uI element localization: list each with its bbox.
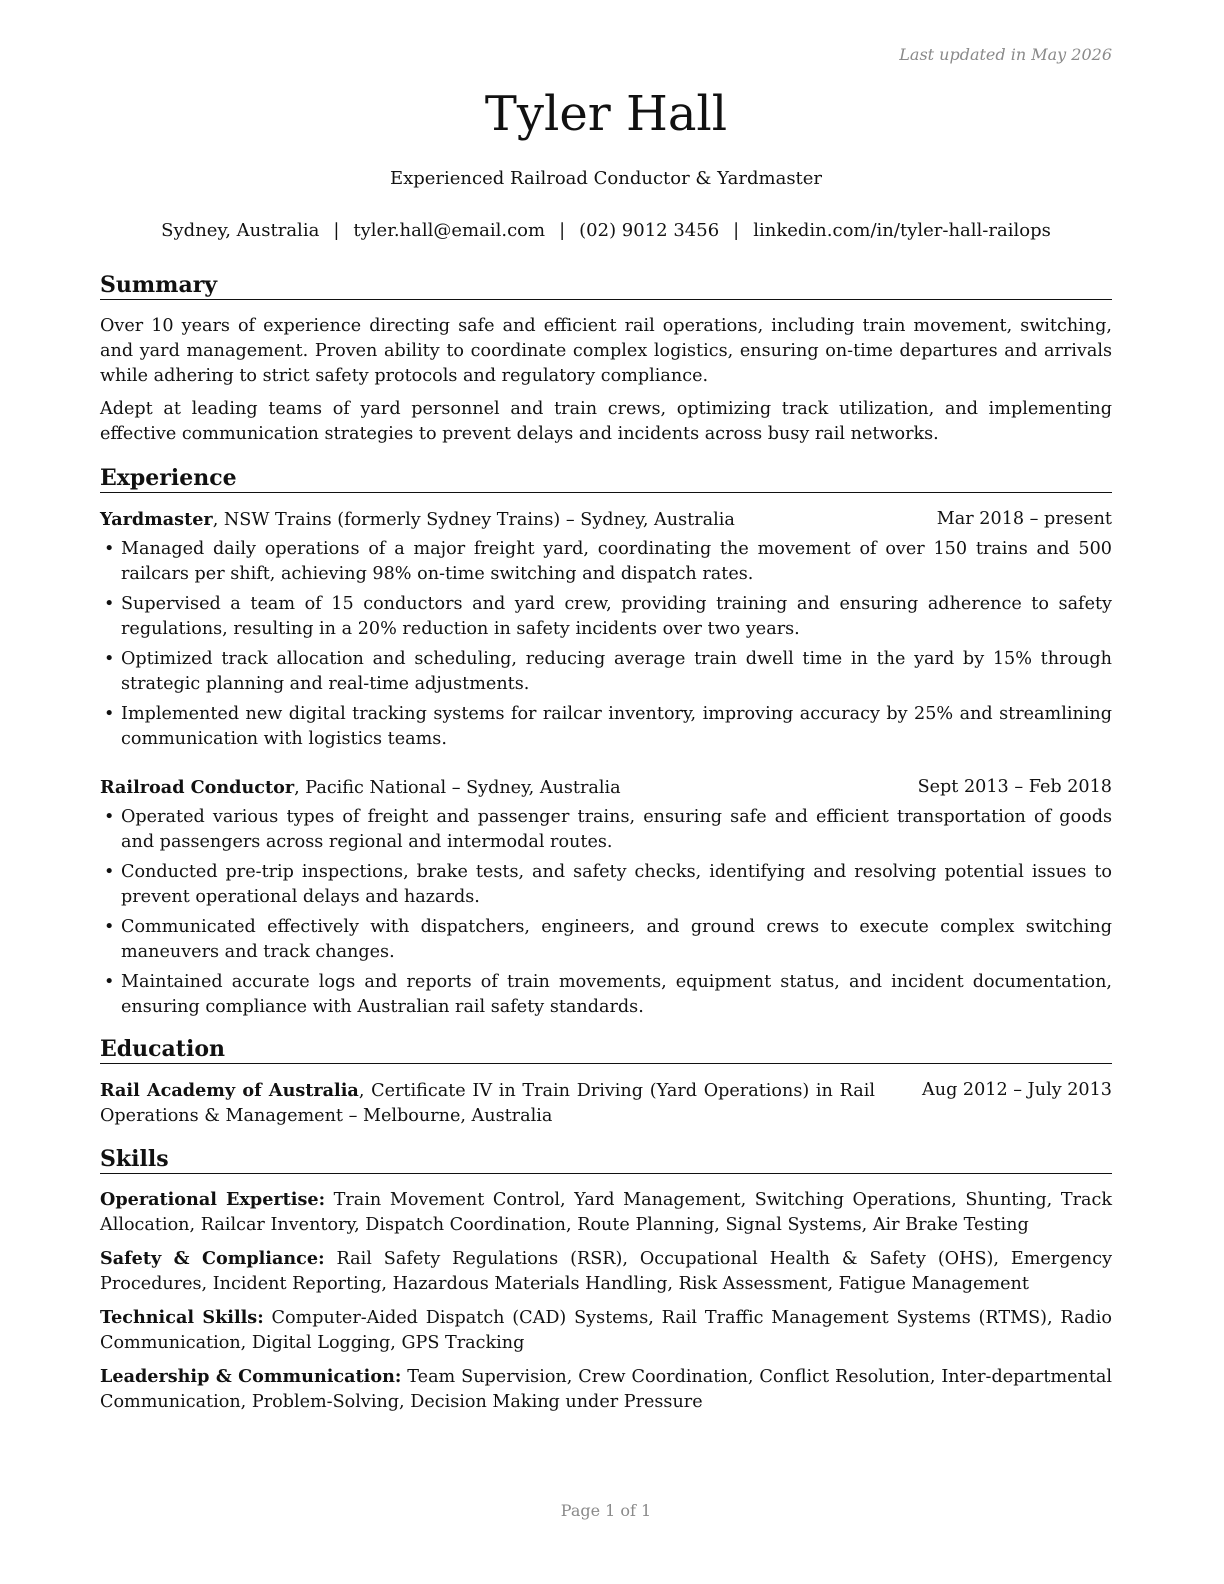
contact-email[interactable]: tyler.hall@email.com [353, 220, 546, 241]
resume-page [100, 0, 1112, 1584]
bullet-text: Managed daily operations of a major freight yard, coordinating the movement of over 150 trains and 500 railcars per shift, achieving 98% on-time switching and dispatch rates. [121, 539, 1112, 584]
bullet-text: Optimized track allocation and scheduling, reducing average train dwell time in the yard by 15% through strategic planning and real-time adjustments. [121, 649, 1112, 694]
contact-location: Sydney, Australia [161, 220, 320, 241]
candidate-name: Tyler Hall [484, 86, 728, 142]
contact-line [100, 219, 1112, 243]
job-organization: , NSW Trains (formerly Sydney Trains) – Sydney, Australia [212, 510, 735, 530]
bullet-icon: • [104, 704, 115, 724]
page-number: Page 1 of 1 [560, 1501, 652, 1520]
bullet-text: Implemented new digital tracking systems for railcar inventory, improving accuracy by 25% and streamlining communication with logistics teams. [121, 704, 1112, 749]
bullet-item [100, 805, 1112, 855]
skill-text: Computer-Aided Dispatch (CAD) Systems, Rail Traffic Management Systems (RTMS), Radio Communication, Digital Logging, GPS Tracking [100, 1308, 1113, 1353]
bullet-icon: • [104, 972, 115, 992]
job-title-line [100, 775, 621, 801]
contact-linkedin[interactable]: linkedin.com/in/tyler-hall-railops [753, 220, 1051, 241]
skills-heading: Skills [100, 1145, 1112, 1174]
education-dates: Aug 2012 – July 2013 [922, 1080, 1112, 1100]
contact-phone: (02) 9012 3456 [579, 220, 720, 241]
bullet-icon: • [104, 807, 115, 827]
job-role: Yardmaster [100, 509, 213, 530]
bullet-text: Maintained accurate logs and reports of train movements, equipment status, and incident documentation, ensuring compliance with Australian rail safety standards. [121, 972, 1112, 1017]
summary-section [100, 314, 1112, 455]
experience-heading: Experience [100, 464, 1112, 493]
education-school: Rail Academy of Australia [100, 1080, 359, 1101]
bullet-item [100, 860, 1112, 910]
contact-separator: | [333, 220, 340, 241]
skills-section [100, 1187, 1112, 1423]
job-header [100, 775, 1112, 801]
job-bullets [100, 805, 1112, 1020]
bullet-item [100, 702, 1112, 752]
bullet-icon: • [104, 649, 115, 669]
job-railroad-conductor [100, 775, 1112, 1025]
summary-paragraph: Over 10 years of experience directing safe and efficient rail operations, including train movement, switching, and yard management. Proven ability to coordinate complex logistics, ensuring on-time departures and arrivals while adhering to strict safety protocols and regulatory compliance. [100, 316, 1112, 386]
education-detail: , Certificate IV in Train Driving (Yard Operations) in Rail Operations & Management – Melbourne, Australia [100, 1081, 875, 1126]
bullet-icon: • [104, 539, 115, 559]
skill-label: Leadership & Communication: [100, 1366, 402, 1387]
job-header [100, 507, 1112, 533]
skill-label: Technical Skills: [100, 1307, 264, 1328]
skill-label: Safety & Compliance: [100, 1248, 325, 1269]
education-entry [100, 1078, 1112, 1129]
job-role: Railroad Conductor [100, 777, 295, 798]
bullet-item [100, 970, 1112, 1020]
bullet-text: Supervised a team of 15 conductors and yard crew, providing training and ensuring adherence to safety regulations, resulting in a 20% reduction in safety incidents over two years. [121, 594, 1112, 639]
skill-text: Team Supervision, Crew Coordination, Conflict Resolution, Inter-departmental Communication, Problem-Solving, Decision Making under Pressure [100, 1367, 1112, 1412]
contact-separator: | [733, 220, 740, 241]
skill-group [100, 1187, 1112, 1238]
skill-group [100, 1246, 1112, 1297]
skill-group [100, 1364, 1112, 1415]
bullet-text: Communicated effectively with dispatchers, engineers, and ground crews to execute complex switching maneuvers and track changes. [121, 917, 1112, 962]
bullet-icon: • [104, 594, 115, 614]
last-updated-note: Last updated in May 2026 [899, 45, 1112, 64]
skill-text: Train Movement Control, Yard Management, Switching Operations, Shunting, Track Allocation, Railcar Inventory, Dispatch Coordination, Route Planning, Signal Systems, Air Brake Testing [100, 1190, 1112, 1235]
summary-paragraph: Adept at leading teams of yard personnel and train crews, optimizing track utilization, and implementing effective communication strategies to prevent delays and incidents across busy rail networks. [100, 399, 1112, 444]
education-section [100, 1078, 1112, 1129]
job-title-line [100, 507, 735, 533]
bullet-item [100, 537, 1112, 587]
bullet-text: Conducted pre-trip inspections, brake tests, and safety checks, identifying and resolving potential issues to prevent operational delays and hazards. [121, 862, 1112, 907]
bullet-icon: • [104, 917, 115, 937]
bullet-item [100, 915, 1112, 965]
job-bullets [100, 537, 1112, 752]
job-yardmaster [100, 507, 1112, 757]
bullet-text: Operated various types of freight and passenger trains, ensuring safe and efficient transportation of goods and passengers across regional and intermodal routes. [121, 807, 1112, 852]
job-dates: Sept 2013 – Feb 2018 [917, 777, 1112, 797]
job-dates: Mar 2018 – present [936, 509, 1112, 529]
education-text [100, 1078, 875, 1129]
skill-text: Rail Safety Regulations (RSR), Occupational Health & Safety (OHS), Emergency Procedures, Incident Reporting, Hazardous Materials Handling, Risk Assessment, Fatigue Management [100, 1249, 1113, 1294]
education-heading: Education [100, 1035, 1112, 1064]
skill-label: Operational Expertise: [100, 1189, 326, 1210]
bullet-item [100, 592, 1112, 642]
summary-heading: Summary [100, 271, 1112, 300]
contact-separator: | [559, 220, 566, 241]
bullet-icon: • [104, 862, 115, 882]
candidate-headline: Experienced Railroad Conductor & Yardmaster [389, 168, 823, 189]
job-organization: , Pacific National – Sydney, Australia [294, 778, 621, 798]
skill-group [100, 1305, 1112, 1356]
bullet-item [100, 647, 1112, 697]
